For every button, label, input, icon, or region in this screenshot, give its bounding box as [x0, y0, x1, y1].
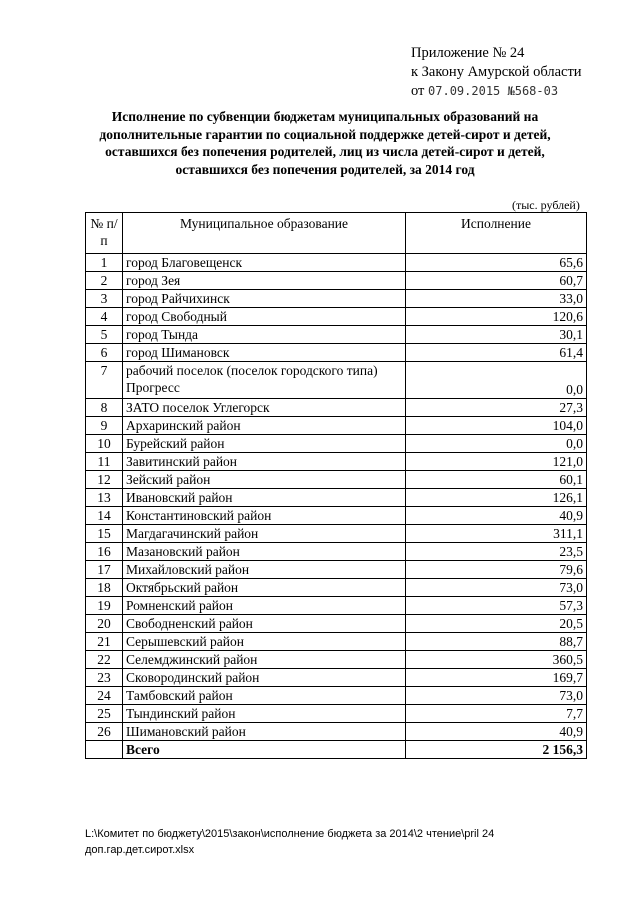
column-header-number: № п/п [86, 213, 123, 254]
row-execution-value: 23,5 [406, 543, 587, 561]
table-row [86, 290, 587, 308]
row-execution-value: 88,7 [406, 633, 587, 651]
row-municipality: Селемджинский район [123, 651, 406, 669]
row-municipality: город Шимановск [123, 344, 406, 362]
file-path-footer [85, 826, 494, 858]
file-path-line2: доп.гар.дет.сирот.xlsx [85, 844, 195, 856]
row-execution-value: 33,0 [406, 290, 587, 308]
row-municipality: ЗАТО поселок Углегорск [123, 399, 406, 417]
row-execution-value: 57,3 [406, 597, 587, 615]
table-row [86, 308, 587, 326]
row-number: 4 [86, 308, 123, 326]
units-label: (тыс. рублей) [512, 198, 580, 212]
table-row [86, 633, 587, 651]
row-number: 12 [86, 471, 123, 489]
row-number: 22 [86, 651, 123, 669]
row-municipality: Ромненский район [123, 597, 406, 615]
row-execution-value: 120,6 [406, 308, 587, 326]
table-row [86, 453, 587, 471]
row-number: 2 [86, 272, 123, 290]
total-number-cell [86, 741, 123, 759]
row-municipality: город Зея [123, 272, 406, 290]
table-row [86, 687, 587, 705]
table-row [86, 615, 587, 633]
row-execution-value: 30,1 [406, 326, 587, 344]
row-number: 25 [86, 705, 123, 723]
row-number: 3 [86, 290, 123, 308]
row-execution-value: 104,0 [406, 417, 587, 435]
row-execution-value: 73,0 [406, 579, 587, 597]
row-number: 15 [86, 525, 123, 543]
row-number: 24 [86, 687, 123, 705]
table-row [86, 597, 587, 615]
law-date [411, 82, 582, 101]
column-header-execution: Исполнение [406, 213, 587, 254]
table-row [86, 579, 587, 597]
row-execution-value: 20,5 [406, 615, 587, 633]
row-execution-value: 311,1 [406, 525, 587, 543]
row-number: 13 [86, 489, 123, 507]
row-execution-value: 73,0 [406, 687, 587, 705]
table-row [86, 417, 587, 435]
table-row [86, 344, 587, 362]
row-execution-value: 79,6 [406, 561, 587, 579]
appendix-number: Приложение № 24 [411, 45, 525, 61]
row-number: 11 [86, 453, 123, 471]
row-municipality: Серышевский район [123, 633, 406, 651]
row-execution-value: 61,4 [406, 344, 587, 362]
row-number: 17 [86, 561, 123, 579]
row-number: 19 [86, 597, 123, 615]
row-execution-value: 65,6 [406, 254, 587, 272]
row-number: 23 [86, 669, 123, 687]
row-number: 21 [86, 633, 123, 651]
row-number: 8 [86, 399, 123, 417]
table-row [86, 471, 587, 489]
row-municipality: Константиновский район [123, 507, 406, 525]
document-title: Исполнение по субвенции бюджетам муниципальных образований на дополнительные гарантии по социальной поддержке детей-сирот и детей, оставшихся без попечения родителей, лиц из числа детей-сирот и детей, оставшихся без попечения родителей, за 2014 год [99, 109, 551, 177]
table-row [86, 362, 587, 399]
row-execution-value: 40,9 [406, 507, 587, 525]
row-municipality: Свободненский район [123, 615, 406, 633]
row-number: 10 [86, 435, 123, 453]
row-execution-value: 27,3 [406, 399, 587, 417]
table-row [86, 489, 587, 507]
row-execution-value: 0,0 [406, 362, 587, 399]
row-municipality: Зейский район [123, 471, 406, 489]
row-number: 26 [86, 723, 123, 741]
row-execution-value: 60,7 [406, 272, 587, 290]
row-execution-value: 40,9 [406, 723, 587, 741]
row-municipality: Тамбовский район [123, 687, 406, 705]
table-row [86, 507, 587, 525]
row-execution-value: 0,0 [406, 435, 587, 453]
table-row [86, 254, 587, 272]
row-number: 9 [86, 417, 123, 435]
law-reference: к Закону Амурской области [411, 64, 582, 80]
file-path-line1: L:\Комитет по бюджету\2015\закон\исполнение бюджета за 2014\2 чтение\pril 24 [85, 828, 495, 840]
row-municipality: Бурейский район [123, 435, 406, 453]
row-municipality: Ивановский район [123, 489, 406, 507]
table-row [86, 561, 587, 579]
row-municipality: город Свободный [123, 308, 406, 326]
row-municipality: Октябрьский район [123, 579, 406, 597]
row-municipality: Сковородинский район [123, 669, 406, 687]
row-municipality: Архаринский район [123, 417, 406, 435]
table-row [86, 723, 587, 741]
table-row [86, 651, 587, 669]
appendix-header [411, 44, 582, 101]
table-row [86, 525, 587, 543]
table-row [86, 435, 587, 453]
table-row [86, 705, 587, 723]
law-date-prefix: от [411, 83, 425, 99]
total-label: Всего [123, 741, 406, 759]
table-header-row [86, 213, 587, 254]
table-row [86, 543, 587, 561]
row-number: 14 [86, 507, 123, 525]
row-municipality: Михайловский район [123, 561, 406, 579]
row-number: 1 [86, 254, 123, 272]
table-row [86, 272, 587, 290]
table-row [86, 669, 587, 687]
row-number: 20 [86, 615, 123, 633]
table-row [86, 326, 587, 344]
row-municipality: Шимановский район [123, 723, 406, 741]
row-municipality: город Райчихинск [123, 290, 406, 308]
table-row [86, 399, 587, 417]
row-number: 16 [86, 543, 123, 561]
total-row [86, 741, 587, 759]
row-municipality: Тындинский район [123, 705, 406, 723]
row-number: 7 [86, 362, 123, 399]
column-header-municipality: Муниципальное образование [123, 213, 406, 254]
row-execution-value: 60,1 [406, 471, 587, 489]
row-municipality: Мазановский район [123, 543, 406, 561]
row-number: 5 [86, 326, 123, 344]
execution-table [85, 212, 587, 759]
row-execution-value: 169,7 [406, 669, 587, 687]
row-execution-value: 121,0 [406, 453, 587, 471]
row-number: 18 [86, 579, 123, 597]
row-execution-value: 126,1 [406, 489, 587, 507]
law-date-stamp: 07.09.2015 №568-03 [428, 84, 559, 98]
total-value: 2 156,3 [406, 741, 587, 759]
row-municipality: рабочий поселок (поселок городского типа) Прогресс [123, 362, 406, 399]
row-municipality: Магдагачинский район [123, 525, 406, 543]
row-number: 6 [86, 344, 123, 362]
row-municipality: город Благовещенск [123, 254, 406, 272]
row-execution-value: 360,5 [406, 651, 587, 669]
row-municipality: Завитинский район [123, 453, 406, 471]
row-execution-value: 7,7 [406, 705, 587, 723]
row-municipality: город Тында [123, 326, 406, 344]
